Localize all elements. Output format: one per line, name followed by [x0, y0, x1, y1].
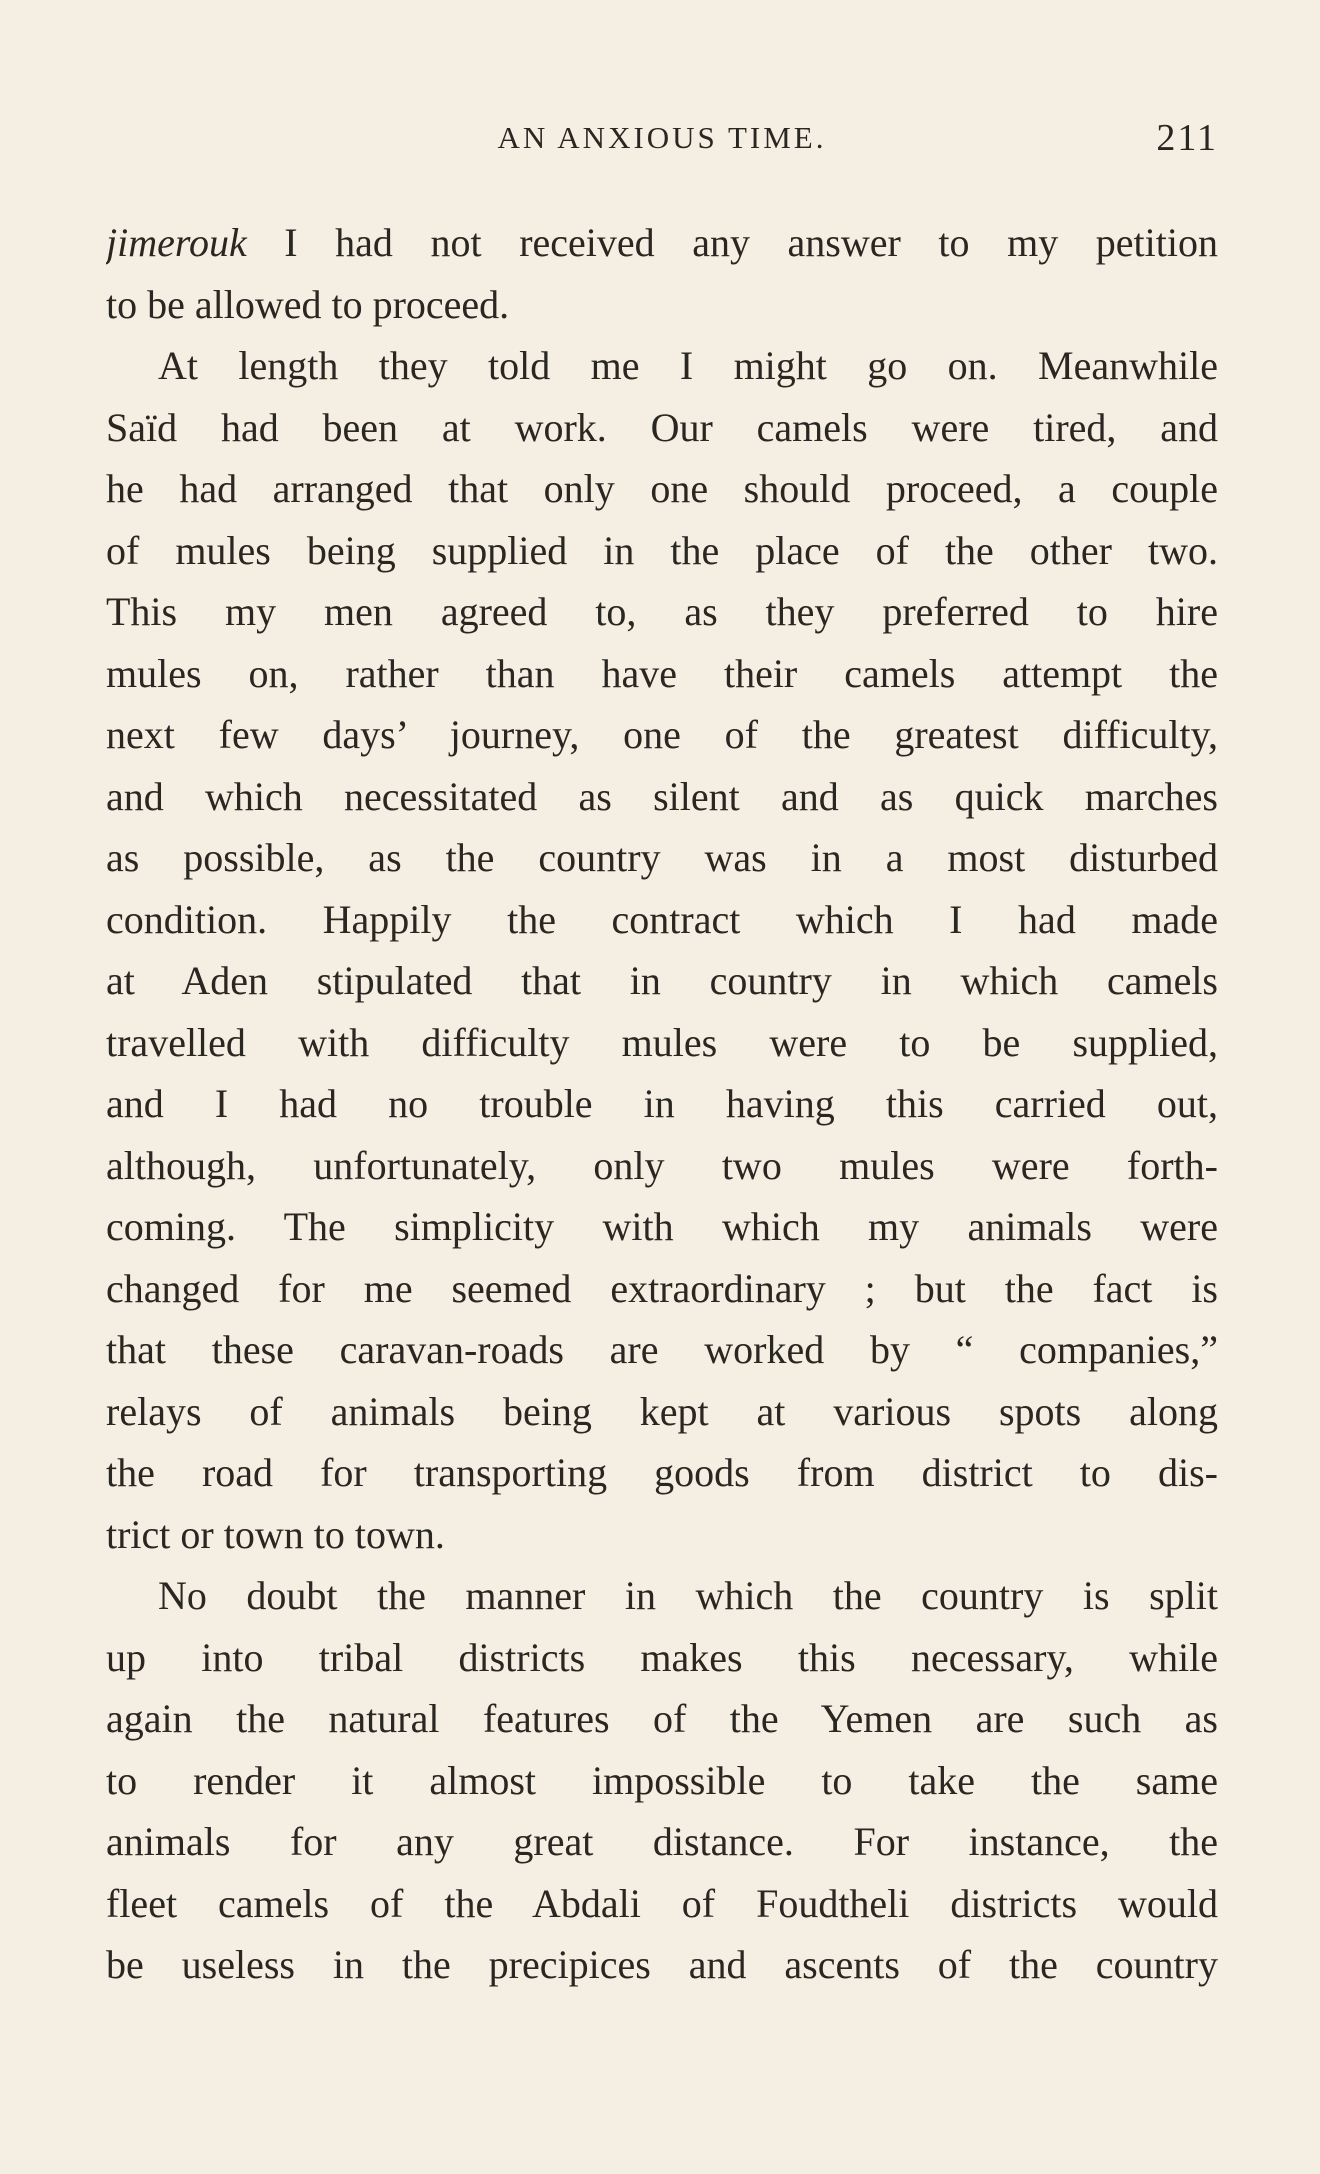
running-title: AN ANXIOUS TIME.: [497, 120, 827, 155]
text-line: as possible, as the country was in a most disturbed: [106, 835, 1218, 880]
text-line-rest: I had not received any answer to my petition: [246, 220, 1218, 265]
text-line: and which necessitated as silent and as quick marches: [106, 773, 1218, 819]
text-line: to render it almost impossible to take the same: [106, 1757, 1218, 1803]
text-line: trict or town to town.: [106, 1511, 445, 1557]
paragraph-start-line: At length they told me I might go on. Meanwhile: [158, 343, 1218, 388]
text-line: travelled with difficulty mules were to be supplied,: [106, 1019, 1218, 1065]
text-line: be useless in the precipices and ascents of the country: [106, 1942, 1218, 1987]
text-line: mules on, rather than have their camels attempt the: [106, 650, 1218, 696]
body-text: [106, 212, 1218, 1996]
text-line: coming. The simplicity with which my animals were: [106, 1204, 1218, 1249]
text-line: Saïd had been at work. Our camels were tired, and: [106, 404, 1218, 450]
paragraph-start-line: No doubt the manner in which the country is split: [158, 1573, 1218, 1618]
text-line: he had arranged that only one should proceed, a couple: [106, 466, 1218, 511]
text-line: although, unfortunately, only two mules were forth-: [106, 1142, 1218, 1188]
text-line: to be allowed to proceed.: [106, 281, 510, 327]
running-head: [106, 117, 1218, 168]
italic-word: jimerouk: [106, 220, 247, 265]
text-line: relays of animals being kept at various spots along: [106, 1388, 1218, 1434]
text-line: of mules being supplied in the place of the other two.: [106, 527, 1218, 573]
text-line: at Aden stipulated that in country in which camels: [106, 958, 1218, 1003]
text-line: condition. Happily the contract which I had made: [106, 896, 1218, 942]
text-line: up into tribal districts makes this necessary, while: [106, 1634, 1218, 1680]
text-line: again the natural features of the Yemen are such as: [106, 1696, 1218, 1741]
text-line: changed for me seemed extraordinary ; but the fact is: [106, 1265, 1218, 1311]
text-line: animals for any great distance. For instance, the: [106, 1819, 1218, 1864]
text-line: fleet camels of the Abdali of Foudtheli districts would: [106, 1880, 1218, 1926]
text-line: and I had no trouble in having this carried out,: [106, 1081, 1218, 1126]
page-number: 211: [1156, 117, 1218, 159]
text-line: the road for transporting goods from district to dis-: [106, 1450, 1218, 1495]
text-line: next few days’ journey, one of the greatest difficulty,: [106, 712, 1218, 757]
text-line: that these caravan-roads are worked by “ companies,”: [106, 1327, 1218, 1372]
text-line: [106, 212, 1218, 274]
text-line: This my men agreed to, as they preferred to hire: [106, 589, 1218, 634]
